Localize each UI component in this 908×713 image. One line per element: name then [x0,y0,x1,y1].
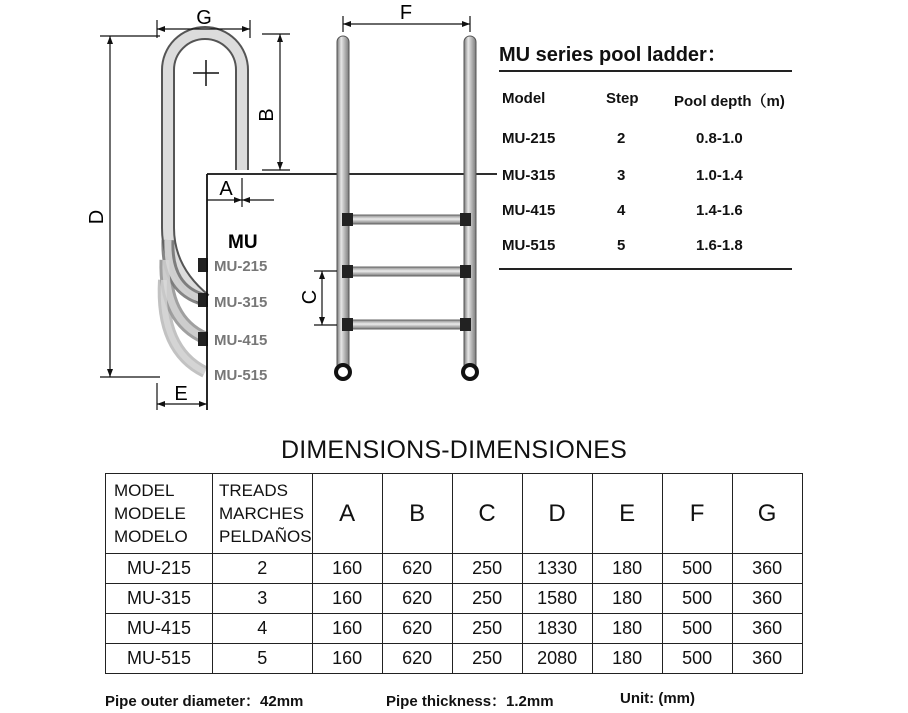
spec-cell: 1.6-1.8 [696,237,743,254]
header-c: C [452,474,522,554]
table-cell: 160 [312,554,382,584]
spec-cell: 2 [617,130,626,147]
side-model-label: MU-415 [214,332,268,349]
dim-label-b: B [256,108,278,122]
side-model-label: MU-315 [214,294,268,311]
table-row [106,614,803,644]
table-cell: 500 [662,584,732,614]
table-cell: 160 [312,584,382,614]
dim-label-f: F [399,2,413,24]
header-d: D [522,474,592,554]
table-cell: 500 [662,644,732,674]
table-cell: 1580 [522,584,592,614]
table-cell: 620 [382,584,452,614]
spec-divider [499,70,792,72]
table-body [106,554,803,674]
spec-cell: 4 [617,202,626,219]
table-cell: 180 [592,614,662,644]
table-cell: 620 [382,554,452,584]
table-cell: 180 [592,584,662,614]
spec-title: MU series pool ladder： [499,44,727,66]
table-cell: 180 [592,554,662,584]
dim-label-a: A [219,178,233,200]
spec-cell: 1.4-1.6 [696,202,743,219]
header-a: A [312,474,382,554]
spec-cell: MU-515 [502,237,556,254]
table-cell: MU-215 [106,554,213,584]
spec-header-model: Model [502,90,546,107]
table-cell: 160 [312,614,382,644]
table-cell: 160 [312,644,382,674]
spec-header-depth: Pool depth（m) [674,93,785,110]
header-e: E [592,474,662,554]
table-cell: 2 [213,554,313,584]
table-cell: 1330 [522,554,592,584]
table-cell: 250 [452,614,522,644]
table-cell: 4 [213,614,313,644]
table-cell: MU-415 [106,614,213,644]
pipe-diameter-note: Pipe outer diameter：42mm [105,693,304,710]
spec-cell: 0.8-1.0 [696,130,743,147]
table-cell: 620 [382,644,452,674]
table-cell: 250 [452,554,522,584]
front-foot-left [336,365,350,379]
table-cell: 1830 [522,614,592,644]
spec-cell: MU-415 [502,202,556,219]
dim-label-g: G [196,7,212,29]
spec-cell: 5 [617,237,626,254]
table-cell: MU-515 [106,644,213,674]
dimensions-table [105,473,803,674]
header-g: G [732,474,802,554]
table-cell: 180 [592,644,662,674]
front-tread-2 [349,267,464,276]
front-tread-3 [349,320,464,329]
table-cell: 5 [213,644,313,674]
side-model-label: MU-515 [214,367,268,384]
unit-note: Unit: (mm) [620,690,695,707]
header-f: F [662,474,732,554]
dim-label-d: D [86,209,108,225]
table-cell: 250 [452,584,522,614]
spec-cell: MU-315 [502,167,556,184]
side-model-label: MU-215 [214,258,268,275]
dim-label-e: E [174,383,188,405]
spec-divider [499,268,792,270]
table-row [106,554,803,584]
table-row [106,644,803,674]
header-b: B [382,474,452,554]
table-cell: 620 [382,614,452,644]
spec-cell: 1.0-1.4 [696,167,743,184]
table-cell: 3 [213,584,313,614]
spec-header-step: Step [606,90,639,107]
dim-label-c: C [299,289,321,305]
table-row [106,584,803,614]
front-foot-right [463,365,477,379]
table-cell: 2080 [522,644,592,674]
front-tread-1 [349,215,464,224]
dimensions-title: DIMENSIONS-DIMENSIONES [280,436,628,464]
table-cell: 500 [662,614,732,644]
table-cell: 360 [732,644,802,674]
spec-cell: 3 [617,167,626,184]
spec-cell: MU-215 [502,130,556,147]
pipe-thickness-note: Pipe thickness：1.2mm [386,693,554,710]
table-cell: 250 [452,644,522,674]
front-view-ladder [336,36,477,379]
dimension-lines [100,20,290,410]
table-cell: 500 [662,554,732,584]
side-model-title: MU [228,232,258,253]
table-cell: MU-315 [106,584,213,614]
table-header-row [106,474,803,554]
table-cell: 360 [732,554,802,584]
header-treads: TREADS MARCHES PELDAÑOS [213,474,313,554]
table-cell: 360 [732,614,802,644]
header-model: MODEL MODELE MODELO [106,474,213,554]
table-cell: 360 [732,584,802,614]
